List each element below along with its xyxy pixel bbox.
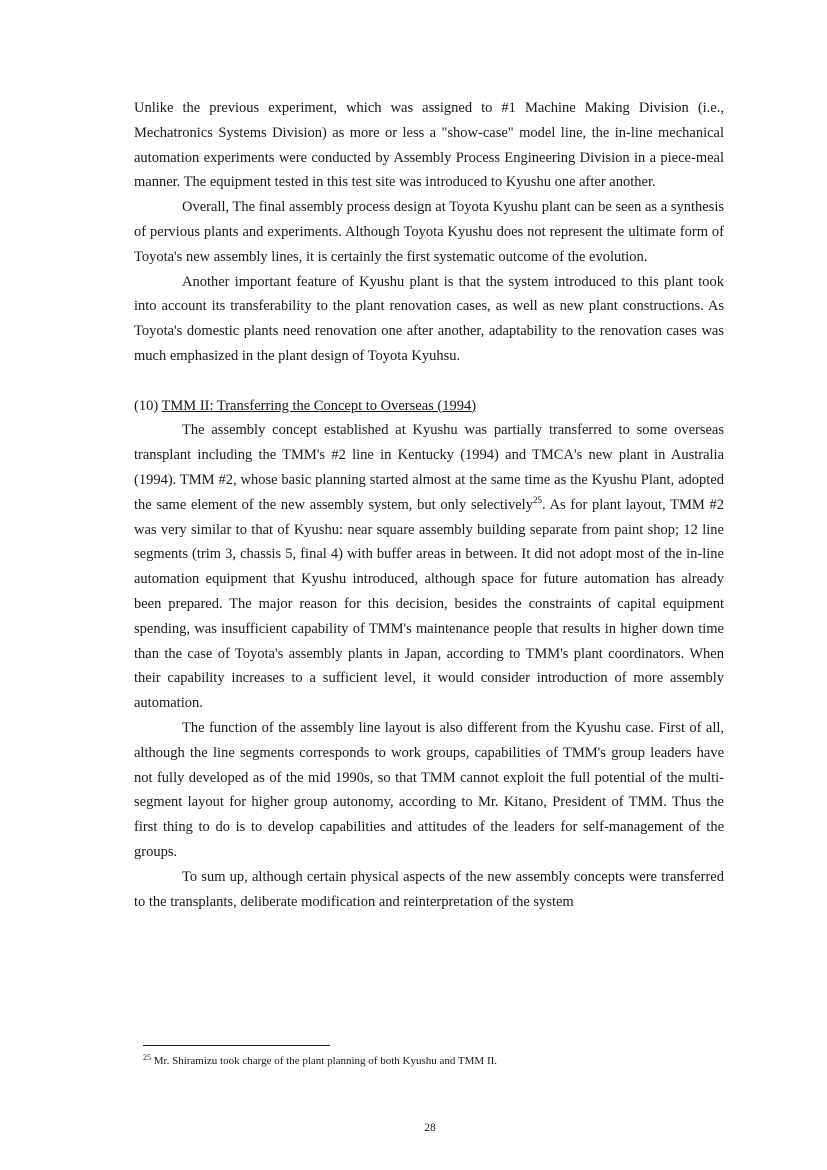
section-spacer (134, 369, 724, 394)
footnote-separator (143, 1045, 330, 1046)
footnote-reference: 25 (532, 494, 542, 505)
paragraph-4-text-a: The assembly concept established at Kyushu was partially transferred to some overseas transplant including the TMM's #2 line in Kentucky (1994) and TMCA's new plant in Australia (1994). TMM #2, whose basic planning started almost at the same time as the Kyushu Plant, adopted the same element of the new assembly system, but only selectively (134, 422, 724, 513)
paragraph-2: Overall, The final assembly process design at Toyota Kyushu plant can be seen as a synthesis of pervious plants and experiments. Although Toyota Kyushu does not represent the ultimate form of Toyota's new assembly lines, it is certainly the first systematic outcome of the evolution. (134, 199, 724, 265)
section-heading-title: TMM II: Transferring the Concept to Overseas (1994) (161, 397, 477, 414)
paragraph-1: Unlike the previous experiment, which was assigned to #1 Machine Making Division (i.e., Mechatronics Systems Division) as more or less a "show-case" model line, the in-line mechanical automation experiments were conducted by Assembly Process Engineering Division in a piece-meal manner. The equipment tested in this test site was introduced to Kyushu one after another. (134, 100, 724, 191)
paragraph-6: To sum up, although certain physical aspects of the new assembly concepts were transferred to the transplants, deliberate modification and reinterpretation of the system (134, 868, 724, 910)
body-text (134, 96, 724, 914)
footnote-number: 25 (143, 1053, 151, 1062)
paragraph-4-text-b: . As for plant layout, TMM #2 was very similar to that of Kyushu: near square assembly building separate from paint shop; 12 line segments (trim 3, chassis 5, final 4) with buffer areas in between. It did not adopt most of the in-line automation equipment that Kyushu introduced, although space for future automation has already been prepared. The major reason for this decision, besides the constraints of capital equipment spending, was insufficient capability of TMM's maintenance people that results in higher down time than the case of Toyota's assembly plants in Japan, according to TMM's plant coordinators. When their capability increases to a sufficient level, it would consider introduction of more assembly automation. (134, 496, 724, 712)
page-number: 28 (424, 1122, 436, 1134)
paragraph-3: Another important feature of Kyushu plant is that the system introduced to this plant took into account its transferability to the plant renovation cases, as well as new plant constructions. As Toyota's domestic plants need renovation one after another, adaptability to the renovation cases was much emphasized in the plant design of Toyota Kyuhsu. (134, 273, 724, 364)
section-heading (134, 394, 724, 419)
paragraph-5: The function of the assembly line layout is also different from the Kyushu case. First of all, although the line segments corresponds to work groups, capabilities of TMM's group leaders have not fully developed as of the mid 1990s, so that TMM cannot exploit the full potential of the multi-segment layout for higher group autonomy, according to Mr. Kitano, President of TMM. Thus the first thing to do is to develop capabilities and attitudes of the leaders for self-management of the groups. (134, 719, 724, 860)
paragraph-4 (134, 418, 724, 716)
footnote (143, 1054, 723, 1068)
footnote-text: Mr. Shiramizu took charge of the plant planning of both Kyushu and TMM II. (153, 1055, 498, 1067)
section-heading-number: (10) (134, 397, 159, 414)
